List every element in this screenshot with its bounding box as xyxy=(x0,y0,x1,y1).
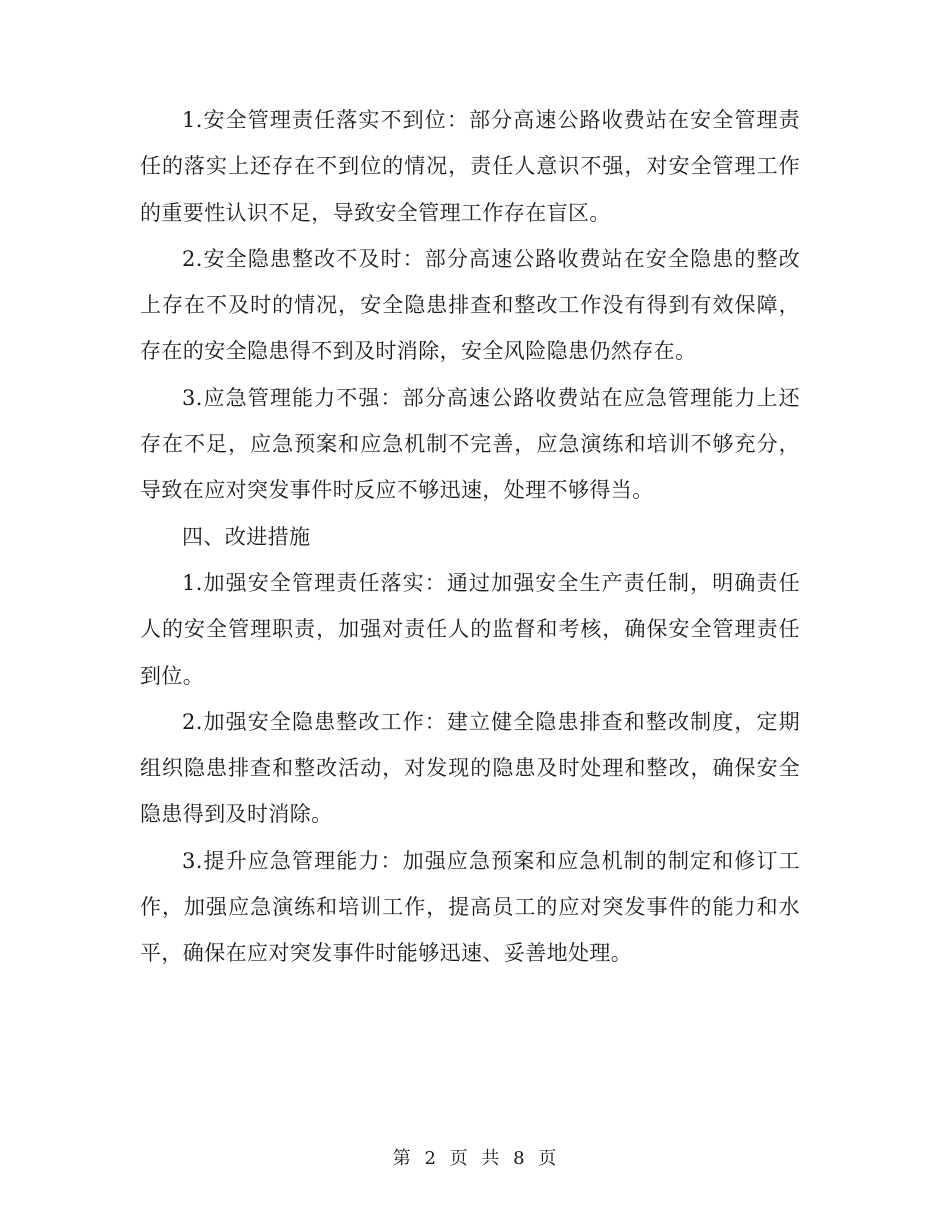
paragraph-measure-3: 3.提升应急管理能力：加强应急预案和应急机制的制定和修订工作，加强应急演练和培训工作，提高员工的应对突发事件的能力和水平，确保在应对突发事件时能够迅速、妥善地处理。 xyxy=(140,848,800,966)
paragraph-problem-1: 1.安全管理责任落实不到位：部分高速公路收费站在安全管理责任的落实上还存在不到位的情况，责任人意识不强，对安全管理工作的重要性认识不足，导致安全管理工作存在盲区。 xyxy=(140,108,800,225)
page-number-footer xyxy=(0,1146,950,1172)
paragraph-measure-2: 2.加强安全隐患整改工作：建立健全隐患排查和整改制度，定期组织隐患排查和整改活动，对发现的隐患及时处理和整改，确保安全隐患得到及时消除。 xyxy=(140,709,800,827)
footer-total-pages: 8 xyxy=(513,1148,526,1169)
footer-current-page: 2 xyxy=(424,1148,437,1169)
footer-page-unit: 页 xyxy=(449,1148,469,1169)
paragraph-problem-3: 3.应急管理能力不强：部分高速公路收费站在应急管理能力上还存在不足，应急预案和应急机制不完善，应急演练和培训不够充分，导致在应对突发事件时反应不够迅速，处理不够得当。 xyxy=(140,385,800,503)
document-body xyxy=(140,97,800,977)
footer-total-label: 共 xyxy=(481,1148,501,1169)
section-heading-improvements: 四、改进措施 xyxy=(182,524,311,549)
paragraph-measure-1: 1.加强安全管理责任落实：通过加强安全生产责任制，明确责任人的安全管理职责，加强对责任人的监督和考核，确保安全管理责任到位。 xyxy=(140,570,800,688)
footer-total-unit: 页 xyxy=(538,1148,558,1169)
footer-page-label: 第 xyxy=(392,1148,412,1169)
paragraph-problem-2: 2.安全隐患整改不及时：部分高速公路收费站在安全隐患的整改上存在不及时的情况，安全隐患排查和整改工作没有得到有效保障，存在的安全隐患得不到及时消除，安全风险隐患仍然存在。 xyxy=(140,246,800,364)
